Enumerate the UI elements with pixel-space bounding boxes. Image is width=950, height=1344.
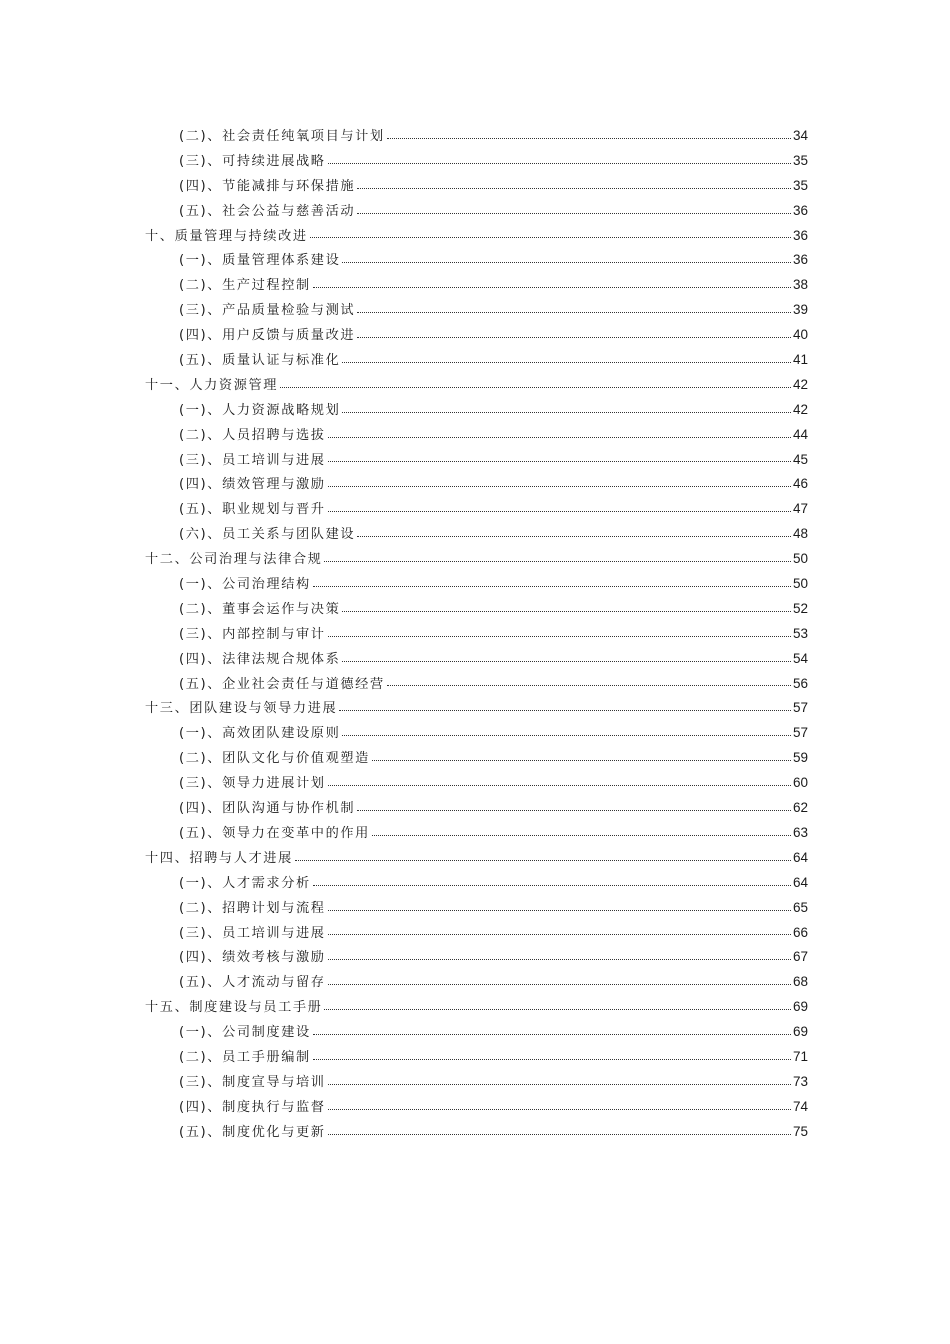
toc-entry-title: (五)、制度优化与更新: [179, 1124, 326, 1140]
toc-dot-leader: [357, 810, 791, 811]
toc-section-entry[interactable]: [145, 721, 808, 746]
toc-page-number: 66: [792, 924, 808, 940]
toc-dot-leader: [328, 984, 791, 985]
toc-page-number: 64: [792, 849, 808, 865]
toc-entry-title: (二)、团队文化与价值观塑造: [179, 751, 370, 767]
toc-dot-leader: [339, 710, 791, 711]
toc-entry-title: 十四、招聘与人才进展: [145, 850, 293, 866]
toc-section-entry[interactable]: [145, 1120, 808, 1145]
toc-page-number: 50: [792, 551, 808, 567]
toc-entry-title: (二)、招聘计划与流程: [179, 900, 326, 916]
toc-entry-title: (一)、高效团队建设原则: [179, 726, 341, 742]
toc-page-number: 67: [792, 949, 808, 965]
toc-page-number: 35: [792, 177, 808, 193]
toc-section-entry[interactable]: [145, 248, 808, 273]
toc-page-number: 44: [792, 426, 808, 442]
toc-dot-leader: [387, 685, 791, 686]
toc-section-entry[interactable]: [145, 522, 808, 547]
toc-entry-title: (四)、团队沟通与协作机制: [179, 801, 356, 817]
toc-dot-leader: [280, 387, 791, 388]
toc-chapter-entry[interactable]: [145, 224, 808, 249]
toc-section-entry[interactable]: [145, 821, 808, 846]
toc-page-number: 54: [792, 650, 808, 666]
toc-page-number: 42: [792, 376, 808, 392]
toc-section-entry[interactable]: [145, 921, 808, 946]
toc-entry-title: (三)、内部控制与审计: [179, 626, 326, 642]
toc-entry-title: (一)、人才需求分析: [179, 875, 311, 891]
toc-section-entry[interactable]: [145, 672, 808, 697]
toc-page-number: 56: [792, 675, 808, 691]
toc-dot-leader: [357, 213, 791, 214]
toc-dot-leader: [342, 611, 791, 612]
toc-section-entry[interactable]: [145, 398, 808, 423]
toc-dot-leader: [342, 262, 791, 263]
toc-section-entry[interactable]: [145, 796, 808, 821]
toc-dot-leader: [357, 536, 791, 537]
toc-page-number: 71: [792, 1048, 808, 1064]
toc-chapter-entry[interactable]: [145, 373, 808, 398]
toc-section-entry[interactable]: [145, 896, 808, 921]
toc-section-entry[interactable]: [145, 572, 808, 597]
toc-entry-title: (五)、企业社会责任与道德经营: [179, 676, 385, 692]
toc-entry-title: (五)、职业规划与晋升: [179, 502, 326, 518]
toc-entry-title: 十三、团队建设与领导力进展: [145, 701, 338, 717]
toc-entry-title: (二)、员工手册编制: [179, 1049, 311, 1065]
toc-dot-leader: [342, 735, 791, 736]
toc-page-number: 59: [792, 750, 808, 766]
toc-entry-title: 十一、人力资源管理: [145, 377, 279, 393]
toc-entry-title: 十、质量管理与持续改进: [145, 228, 308, 244]
toc-entry-title: 十五、制度建设与员工手册: [145, 1000, 323, 1016]
toc-page-number: 69: [792, 1024, 808, 1040]
toc-entry-title: (四)、用户反馈与质量改进: [179, 328, 356, 344]
toc-dot-leader: [387, 138, 791, 139]
toc-entry-title: (四)、法律法规合规体系: [179, 651, 341, 667]
toc-page-number: 39: [792, 302, 808, 318]
toc-page-number: 73: [792, 1073, 808, 1089]
toc-section-entry[interactable]: [145, 298, 808, 323]
toc-dot-leader: [328, 163, 791, 164]
toc-chapter-entry[interactable]: [145, 696, 808, 721]
toc-section-entry[interactable]: [145, 647, 808, 672]
toc-page-number: 40: [792, 327, 808, 343]
toc-chapter-entry[interactable]: [145, 995, 808, 1020]
toc-section-entry[interactable]: [145, 1045, 808, 1070]
toc-section-entry[interactable]: [145, 124, 808, 149]
toc-entry-title: (二)、人员招聘与选拔: [179, 427, 326, 443]
toc-entry-title: (五)、社会公益与慈善活动: [179, 203, 356, 219]
toc-dot-leader: [372, 760, 791, 761]
toc-page-number: 69: [792, 999, 808, 1015]
toc-entry-title: (五)、领导力在变革中的作用: [179, 825, 370, 841]
toc-section-entry[interactable]: [145, 149, 808, 174]
toc-section-entry[interactable]: [145, 199, 808, 224]
toc-dot-leader: [313, 287, 791, 288]
toc-entry-title: (一)、质量管理体系建设: [179, 253, 341, 269]
toc-entry-title: (三)、员工培训与进展: [179, 925, 326, 941]
toc-entry-title: (四)、绩效考核与激励: [179, 950, 326, 966]
toc-page-number: 34: [792, 128, 808, 143]
toc-section-entry[interactable]: [145, 472, 808, 497]
toc-section-entry[interactable]: [145, 746, 808, 771]
toc-entry-title: (五)、人才流动与留存: [179, 975, 326, 991]
toc-page-number: 36: [792, 202, 808, 218]
toc-dot-leader: [324, 561, 791, 562]
toc-entry-title: (二)、董事会运作与决策: [179, 601, 341, 617]
toc-dot-leader: [328, 934, 791, 935]
toc-entry-title: (四)、制度执行与监督: [179, 1099, 326, 1115]
toc-page-number: 57: [792, 700, 808, 716]
toc-page-number: 75: [792, 1123, 808, 1139]
toc-section-entry[interactable]: [145, 497, 808, 522]
toc-dot-leader: [328, 959, 791, 960]
toc-section-entry[interactable]: [145, 597, 808, 622]
toc-dot-leader: [357, 188, 791, 189]
toc-entry-title: (四)、节能减排与环保措施: [179, 178, 356, 194]
toc-entry-title: (二)、生产过程控制: [179, 278, 311, 294]
toc-dot-leader: [342, 362, 791, 363]
toc-dot-leader: [310, 237, 791, 238]
toc-page-number: 36: [792, 252, 808, 268]
toc-dot-leader: [313, 885, 791, 886]
toc-entry-title: (一)、人力资源战略规划: [179, 402, 341, 418]
toc-section-entry[interactable]: [145, 871, 808, 896]
toc-page-number: 57: [792, 725, 808, 741]
toc-section-entry[interactable]: [145, 323, 808, 348]
toc-dot-leader: [313, 586, 791, 587]
toc-dot-leader: [328, 1134, 791, 1135]
toc-page-number: 48: [792, 526, 808, 542]
toc-entry-title: (六)、员工关系与团队建设: [179, 527, 356, 543]
toc-dot-leader: [324, 1009, 791, 1010]
toc-page-number: 53: [792, 625, 808, 641]
toc-page-number: 62: [792, 800, 808, 816]
toc-dot-leader: [328, 910, 791, 911]
toc-section-entry[interactable]: [145, 423, 808, 448]
toc-entry-title: (三)、员工培训与进展: [179, 452, 326, 468]
toc-section-entry[interactable]: [145, 1020, 808, 1045]
toc-dot-leader: [357, 312, 791, 313]
toc-dot-leader: [357, 337, 791, 338]
toc-entry-title: (二)、社会责任纯氧项目与计划: [179, 129, 385, 144]
table-of-contents: [145, 124, 808, 1145]
toc-dot-leader: [328, 1084, 791, 1085]
toc-chapter-entry[interactable]: [145, 547, 808, 572]
toc-dot-leader: [328, 437, 791, 438]
toc-section-entry[interactable]: [145, 771, 808, 796]
toc-page-number: 41: [792, 352, 808, 368]
toc-page-number: 47: [792, 501, 808, 517]
toc-page-number: 52: [792, 600, 808, 616]
toc-page-number: 45: [792, 451, 808, 467]
toc-entry-title: (三)、产品质量检验与测试: [179, 303, 356, 319]
toc-section-entry[interactable]: [145, 1095, 808, 1120]
toc-section-entry[interactable]: [145, 448, 808, 473]
toc-page-number: 63: [792, 824, 808, 840]
toc-entry-title: (一)、公司治理结构: [179, 577, 311, 593]
toc-page-number: 65: [792, 899, 808, 915]
toc-dot-leader: [342, 661, 791, 662]
toc-section-entry[interactable]: [145, 273, 808, 298]
toc-page-number: 35: [792, 152, 808, 168]
toc-section-entry[interactable]: [145, 622, 808, 647]
toc-dot-leader: [328, 461, 791, 462]
toc-chapter-entry[interactable]: [145, 846, 808, 871]
toc-entry-title: (三)、领导力进展计划: [179, 776, 326, 792]
toc-entry-title: 十二、公司治理与法律合规: [145, 552, 323, 568]
toc-page-number: 74: [792, 1098, 808, 1114]
toc-section-entry[interactable]: [145, 348, 808, 373]
toc-dot-leader: [295, 860, 791, 861]
toc-dot-leader: [328, 511, 791, 512]
toc-page-number: 60: [792, 775, 808, 791]
toc-entry-title: (五)、质量认证与标准化: [179, 353, 341, 369]
toc-section-entry[interactable]: [145, 970, 808, 995]
toc-section-entry[interactable]: [145, 1070, 808, 1095]
toc-dot-leader: [372, 835, 791, 836]
toc-dot-leader: [313, 1059, 791, 1060]
toc-page-number: 68: [792, 974, 808, 990]
toc-page-number: 46: [792, 476, 808, 492]
toc-dot-leader: [328, 636, 791, 637]
toc-page-number: 50: [792, 576, 808, 592]
toc-page-number: 38: [792, 277, 808, 293]
toc-section-entry[interactable]: [145, 945, 808, 970]
toc-dot-leader: [342, 412, 791, 413]
toc-section-entry[interactable]: [145, 174, 808, 199]
toc-dot-leader: [328, 486, 791, 487]
toc-page-number: 36: [792, 227, 808, 243]
toc-entry-title: (一)、公司制度建设: [179, 1025, 311, 1041]
toc-page-number: 64: [792, 874, 808, 890]
toc-entry-title: (三)、可持续进展战略: [179, 153, 326, 169]
toc-dot-leader: [328, 1109, 791, 1110]
toc-dot-leader: [313, 1034, 791, 1035]
toc-page-number: 42: [792, 401, 808, 417]
toc-entry-title: (三)、制度宣导与培训: [179, 1074, 326, 1090]
toc-dot-leader: [328, 785, 791, 786]
toc-entry-title: (四)、绩效管理与激励: [179, 477, 326, 493]
